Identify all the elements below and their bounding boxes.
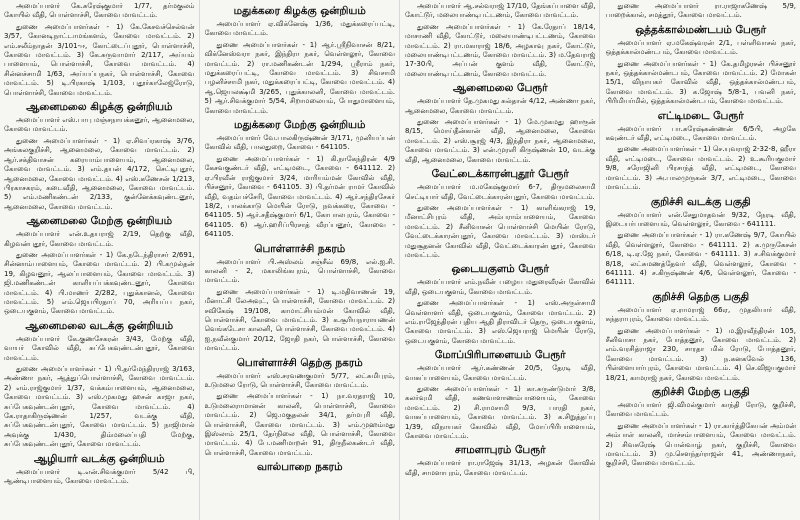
listing-section <box>405 2 596 79</box>
deputy-organizers-paragraph: துணை அமைப்பாளர்கள் - 1) ரா.கணேஷ் 9/7, கோயில் வீதி, வெள்ளலூர், கோவை - 641111. 2) க.முருகேசன் 6/18, டி.ஏ.ஜே நகர், கோவை - 641111. 3) ச.சிவக்குமார் 8/18, லட்சுமணத்தேவர் வீதி, வெள்ளலூர், கோவை - 641111. 4) ச.கிருஷ்ணன் 4/6, வெள்ளலூர், கோவை - 641111. <box>605 231 796 287</box>
deputy-organizers-paragraph: துணை அமைப்பாளர்கள் - 1) கா.சுருண்டுமார் 3/8, கலர்வுமி வீதி, கணவாளாணம்பாளையம், கோவை மாவட்டம். 2) சி.ராமசாமி 9/3, பாரதி நகர், வாசுப்பாளையம், கோவை மாவட்டம். 3) க.சிறுத்தப்பு 1/39, விநாயகர் கோவில் வீதி, மோப்பிரிபாளையம், கோவை மாவட்டம். <box>405 385 596 441</box>
section-heading: குறிச்சி மேற்கு பகுதி <box>651 386 750 398</box>
listing-section <box>205 5 396 116</box>
deputy-organizers-paragraph: துணை அமைப்பாளர்கள் - 1) கே.ரேதாப் 18/14, மாசாணி வீதி, கோட்டூர், மலையாண்டிபட்டணம், கோவை மாவட்டம். 2) ரா.மகாராஜ் 18/6, அழகாவு நகர், கோட்டூர், மலையாண்டிபட்டணம், கோவை மாவட்டம். 3) ம.தேவராஜ் 17-30பி, அப்பன் குளம் வீதி, கோட்டூர், மலையாண்டிபட்டணம், கோவை மாவட்டம். <box>405 22 596 78</box>
section-heading: வேட்டைக்காரன்புதூர் பேரூர் <box>431 168 569 181</box>
listing-section <box>205 243 396 354</box>
organizer-paragraph: அமைப்பாளர் என்.உதயராஜ் 2/19, தெற்கு வீதி, கிழவன்புதூர், கோவை மாவட்டம். <box>4 230 195 248</box>
organizer-paragraph: அமைப்பாளர் பி.அஸ்லம் சஞ்சீவ் 69/8, எல்.ஐ.சி. காலனி - 2, மகாலிங்கபுரம், பொள்ளாச்சி, கோவை மாவட்டம். <box>204 257 395 285</box>
organizer-paragraph: அமைப்பாளர் ஜி.விமல்குமார் காந்தி ரோடு, குறிச்சி, கோவை மாவட்டம். <box>605 401 796 419</box>
section-heading: பொள்ளாச்சி தெற்கு நகரம் <box>236 356 363 369</box>
organizer-paragraph: அமைப்பாளர் கே.சுரேஷ்குமார் 1/77, தர்மகுலம் கோயில் வீதி, பொள்ளாச்சி, கோவை மாவட்டம். <box>4 2 195 20</box>
organizer-paragraph: அமைப்பாளர் ஆர்.கண்ணன் 20/5, தேரடி வீதி, வாசுப்பாளையம், கோவை மாவட்டம். <box>405 364 596 382</box>
deputy-organizers-paragraph: துணை அமைப்பாளர்கள் - 1) டி.மதிவாணன் 19, மீனாட்சி லேஅவுட், பொள்ளாச்சி, கோவை மாவட்டம். 2) சவிகேஷ் 19/108, காமாட்சியம்மன் கோவில் வீதி, பொள்ளாச்சி, கோவை மாவட்டம். 3) க.சூரியநாராயணன் வெங்கடேசா காலனி, பொள்ளாச்சி, கோவை மாவட்டம். 4) ஐ.நவீன்குமார் 20/12, ஜோதி நகர், பொள்ளாச்சி, கோவை மாவட்டம். <box>204 287 395 353</box>
deputy-organizers-paragraph: துணை அமைப்பாளர்கள் - 1) பி.தர்மேந்திரராஜ் 3/163, அண்ணா நகர், ஆத்துப்பொள்ளாச்சி, கோவை மாவட்டம். 2) எம்.ராஜ்குமார் 1/37, வக்கம்பாளையம், ஆனைமலை, கோவை மாவட்டம். 3) எஸ்.முகமது ஹசன் காஜா நகர், சுப்பேகவுண்டன்புதூர், கோவை மாவட்டம். 4) கே.ராதாகிருஷ்ணன் 1/257, வடக்கு வீதி, சுப்பேகவுண்டன்புதூர், கோவை மாவட்டம். 5) நாஜிமால் அவுக்கு 1/430, திம்மலைப்பதி மேற்கு, சுப்பேகவுண்டன்புதூர், கோவை மாவட்டம். <box>4 365 195 449</box>
listing-section <box>4 101 195 212</box>
organizer-paragraph: அமைப்பாளர் கே.குணசேகரன் 3/43, மேற்கு வீதி, வாயர் கோவில் வீதி, சுப்பேகவுண்டன்புதூர், கோவை மாவட்டம். <box>4 334 195 362</box>
listing-section <box>205 461 396 474</box>
listing-section <box>205 119 396 239</box>
listing-section <box>405 349 596 441</box>
listing-section <box>405 444 596 478</box>
section-heading: வால்பாறை நகரம் <box>256 461 343 474</box>
organizer-paragraph: அமைப்பாளர் ஏ.ராமராஜ் 66ஏ, முதலியார் வீதி, சுந்தராபுரம், கோவை மாவட்டம். <box>605 305 796 324</box>
organizer-paragraph: அமைப்பாளர் ம.மகேஷ்குமார் 6-7, திருமலைசாமி செட்டியார் வீதி, வேட்டைக்காரன்புதூர், கோவை மாவட்டம். <box>405 183 596 201</box>
listing-section <box>405 263 596 346</box>
listing-section <box>606 386 797 469</box>
listing-section <box>606 2 797 21</box>
section-heading: மதுக்கரை கிழக்கு ஒன்றியம் <box>233 5 366 17</box>
organizer-paragraph: அமைப்பாளர் ஏ.விக்னேஷ் 1/36, மதுக்கரைப்பட்டி, கோவை மாவட்டம். <box>204 20 395 38</box>
deputy-organizers-paragraph: துணை அமைப்பாளர்கள் - 1) கி.நாகேந்திரன் 4/9 கேசவகுண்டர் வீதி, எட்டிமடை, கோவை - 641112. 2) ஏ.பிரவீன் ராஜ்குமார் 3/24, மாரியம்மன் கோவில் வீதி, பிச்சனூர், கோவை - 641105. 3) பி.தர்மன் ராமர் கோவில் வீதி, வதம்பச்சேரி, கோவை மாவட்டம். 4) ஆர்.சந்திரசேகர் 18/2, பாலக்காடு மெயின் ரோடு, நவக்கரை, கோவை - 641105. 5) ஆர்.சதீஷ்குமார் 6/1, கோபாலபுரம், கோவை - 641105. 6) ஆர்.ஹரிப்பிரசாத் வீரப்பனூர், கோவை - 641105. <box>204 154 395 239</box>
listing-section <box>4 215 195 317</box>
text-column <box>4 2 195 520</box>
section-heading: மோப்பிரிபாளையம் பேரூர் <box>434 349 566 362</box>
section-heading: பொள்ளாச்சி நகரம் <box>254 242 346 255</box>
section-heading: ஒத்தக்கால்மண்டபம் பேரூர் <box>635 23 767 36</box>
organizer-paragraph: அமைப்பாளர் என்.சேதுமாதவன் 9/32, நேரடி வீதி, இடையர்பாளையம், வெள்ளலூர், கோவை - 641111. <box>605 210 796 228</box>
section-heading: எட்டிமடை பேரூர் <box>657 109 744 122</box>
deputy-organizers-paragraph: துணை அமைப்பாளர்கள் - 1) ஆர்.ஸ்ரீநிவாசன் 8/21, விக்னேஸ்வரா நகர், இந்திரா நகர், வெள்ளலூர், கோவை மாவட்டம். 2) ரா.மணிகண்டன் 1/294, ஸ்ரீராம் நகர், மதுக்கரைப்பட்டி, கோவை மாவட்டம். 3) சிவசாமி பழனிச்சாமி நகர், மதுக்கரைப்பட்டி, கோவை மாவட்டம். 4) ஆ.ஜெயலக்ஷ்மி 3/265, புதுக்காலனி, கோவை மாவட்டம். 5) ஆர்.சிவக்குமார் 5/54, சிறாமலையம், போதுமாளையம், கோவை மாவட்டம். <box>204 40 395 115</box>
deputy-organizers-paragraph: துணை அமைப்பாளர்கள் - 1) செ.யுவராஜ் 2-32-8, ஹீரா வீதி, எட்டிமடை, கோவை மாவட்டம். 2) உ.கூரியகுமார் 9/8, சரோஜினி பிரசாந்த் வீதி, எட்டிமடை, கோவை மாவட்டம். 3) அ.பாலமுருகன் 3/7, எட்டிமடை, கோவை மாவட்டம். <box>605 145 796 192</box>
listing-section <box>205 357 396 459</box>
listing-section <box>606 291 797 383</box>
listing-section <box>405 168 596 260</box>
listing-section <box>606 110 797 193</box>
organizer-paragraph: அமைப்பாளர் தே.முகமது சுல்தான் 4/12, அண்ணா நகர், ஆனைமலை, கோவை மாவட்டம். <box>405 97 596 115</box>
column-divider <box>399 0 400 520</box>
organizer-paragraph: அமைப்பாளர் ரா.ராஜேஷ் 31/13, அழகன் கோவில் வீதி, சாமளாபுரம், கோவை மாவட்டம். <box>405 459 596 477</box>
organizer-paragraph: அமைப்பாளர் எஸ்.பாபு மஞ்சநாயக்கனூர், ஆனைமலை, கோவை மாவட்டம். <box>4 116 195 134</box>
text-column <box>405 2 596 520</box>
listing-section <box>4 320 195 450</box>
section-heading: ஆனைமலை கிழக்கு ஒன்றியம் <box>26 101 173 114</box>
deputy-organizers-paragraph: துணை அமைப்பாளர்கள் - 1) ம.இரவீந்திரன் 105, சீனிவாசா நகர், போத்தனூர், கோவை மாவட்டம். 2) எம்.வரசித்ராஜா 230, சாரதா மில் ரோடு, போத்தனூர், கோவை மாவட்டம். 3) ந.கனகவேல் 136, பிள்ளையார்புரம், கோவை மாவட்டம். 4) செ.விஜயகுமார் 18/21, காமராஜ் நகர், கோவை மாவட்டம். <box>605 326 796 382</box>
organizer-paragraph: அமைப்பாளர் பா.சுரேஷ்கண்ணன் 6/5பி, அழகே கவுண்டர் வீதி, எட்டிமடை, கோவை மாவட்டம். <box>605 124 796 143</box>
section-heading: சாமளாபுரம் பேரூர் <box>454 444 546 457</box>
listing-section <box>606 196 797 288</box>
deputy-organizers-paragraph: துணை அமைப்பாளர்கள் - 1) காளிங்கராஜ் 19, மீனாட்சிபுரம் வீதி, அம்பராம்பாளையம், கோவை மாவட்டம். 2) சீனிவாசன் பொள்ளாச்சி மெயின் ரோடு, வேட்டைக்காரன்புதூர், கோவை மாவட்டம். 3) மாஸ்டர் மதுசூதனன் கோவில் வீதி, வேட்டைக்காரன்புதூர், கோவை மாவட்டம். <box>405 203 596 259</box>
deputy-organizers-paragraph: துணை அமைப்பாளர்கள் - 1) நா.வரதராஜ் 10, உடுமலைராமானன் காலனி, பொள்ளாச்சி, கோவை மாவட்டம். 2) ஜெ.மகுதலன் 34/1, தர்மபுரி வீதி, பொள்ளாச்சி, கோவை மாவட்டம். 3) எம்.முஹம்மது இஸ்லாம் 25/1, தேர்நிலை வீதி, பொள்ளாச்சி, கோவை மாவட்டம். 4) பே.மணிமாறன் 91, திருநீலகண்டர் வீதி, பொள்ளாச்சி, கோவை மாவட்டம். <box>204 392 395 457</box>
organizer-paragraph: அமைப்பாளர் டி.என்.சிவக்குமார் 5/42 பி, ஆண்டிபாளையம், கோவை மாவட்டம். <box>4 467 195 486</box>
organizer-paragraph: அமைப்பாளர் ஏ.மகேஷ்வரன் 2/1, பள்ளிவாசல் நகர், ஒத்தக்கால்மண்டபம், கோவை மாவட்டம். <box>605 38 796 57</box>
deputy-organizers-paragraph: துணை அமைப்பாளர்கள் - 1) மே.முகமது ஹாரூன் 8/15, மொய்தீன்கான் வீதி, ஆனைமலை, கோவை மாவட்டம். 2) எஸ்.சூரஜ் 4/3, இந்திரா நகர், ஆனைமலை, கோவை மாவட்டம். 3) என்.முரளி கிருஷ்ணன் 10, வடக்கு வீதி, ஆனைமலை, கோவை மாவட்டம். <box>405 118 596 164</box>
text-column <box>606 2 797 520</box>
deputy-organizers-paragraph: துணை அமைப்பாளர்கள் - 1) கே.தமிழரசன் பிச்சனூர் நகர், ஒத்தக்கால்மண்டபம், கோவை மாவட்டம். 2) மோகன் 15/1, விநாயகர் கோவில் வீதி, ஒத்தக்கால்மண்டபம், கோவை மாவட்டம். 3) க.ஜோஷ் 5/8-1, பவனி நகர், பிரிமியர்மில், ஒத்தக்கால்மண்டபம், கோவை மாவட்டம். <box>605 59 796 106</box>
organizer-paragraph: அமைப்பாளர் வே.பாலகிருஷ்ணன் 3/171, முனியப்பன் கோவில் வீதி, பாலதுறை, கோவை - 641105. <box>204 134 395 152</box>
section-heading: ஆனைமலை வடக்கு ஒன்றியம் <box>25 319 174 332</box>
text-column <box>205 2 396 520</box>
listing-section <box>606 24 797 107</box>
section-heading: குறிச்சி தெற்கு பகுதி <box>652 290 750 303</box>
column-divider <box>199 0 200 520</box>
organizer-paragraph: துணை அமைப்பாளர் ரா.ராஜாகணேஷ் 5/9, பாறைக்கால், சமத்தூர், கோவை மாவட்டம். <box>605 2 796 20</box>
organizer-paragraph: அமைப்பாளர் ஆ.சல்வராஜ் 17/10, தேங்கப்பாளை வீதி, கோட்டூர், மலையாண்டிபட்டணம், கோவை மாவட்டம். <box>405 2 596 20</box>
organizer-paragraph: அமைப்பாளர் எம்.நவீன் பழைய மதுரைவீரன் கோவில் வீதி, ஒடையகுளம், கோவை மாவட்டம். <box>405 278 596 296</box>
section-heading: ஒடையகுளம் பேரூர் <box>451 263 550 276</box>
deputy-organizers-paragraph: துணை அமைப்பாளர்கள் - 1) ரா.கார்த்திகேயன் அம்மன் அம்பாள் காலனி, மாச்சம்பாளையம், கோவை மாவட்டம். 2) சிவசுரேஷ் பொன்வாழ் நகர், குறிச்சி, கோவை மாவட்டம். 3) மு.சௌந்தர்ராஜன் 41, அண்ணாநகர், குறிச்சி, கோவை மாவட்டம். <box>605 421 796 468</box>
listing-section <box>4 453 195 487</box>
deputy-organizers-paragraph: துணை அமைப்பாளர்கள் - 1) கே.நடேந்திராசர் 2/691, சின்னாம்பாளையம், கோவை மாவட்டம். 2) பி.கமுல்தன் 19, கிழவனூர், ஆலப்பாளையம், கோவை மாவட்டம். 3) ஜி.மணிகண்டன் காளியப்பக்கவுண்டனூர், கோவை மாவட்டம். 4) பி.மாணர் 2/282, புதுக்கானல், கோவை மாவட்டம். 5) எம்.ஜெயபிரதாப் 70, அரியப்ப நகர், ஒடையகுளம், கோவை மாவட்டம். <box>4 250 195 316</box>
organizer-paragraph: அமைப்பாளர் எஸ்.சரவணகுமார் 5/77, லட்சுமிபுரம், உடுமலை ரோடு, பொள்ளாச்சி, கோவை மாவட்டம். <box>204 371 395 389</box>
section-heading: ஆனைமலை மேற்கு ஒன்றியம் <box>26 215 173 228</box>
deputy-organizers-paragraph: துணை அமைப்பாளர்கள் - 1) எஸ்.அருள்சாமி வெள்ளாளர் வீதி, ஒடையகுளம், கோவை மாவட்டம். 2) எம்.ராஜேந்திரன் புதிய ஆதி திராவிடர் தெரு, ஒடையகுளம், கோவை மாவட்டம். 3) எஸ்.ஜெயராஜ் மெயின் ரோடு, ஒடையகுளம், கோவை மாவட்டம். <box>405 299 596 345</box>
deputy-organizers-paragraph: துணை அமைப்பாளர்கள் - 1) ஏ.சிவப்ரகாஷ் 3/76, அங்கலகுறிச்சி, ஆனைமலை, கோவை மாவட்டம். 2) ஆர்.சக்திவாசன் கரையாம்பாளையம், ஆனைமலை, கோவை மாவட்டம். 3) எம்.தயன் 4/172, செட்டிபுதூர், ஆனைமலை, கோவை மாவட்டம். 4) எஸ்.கணேசன் 1/213, பிரகாசகரம், கடைவீதி, ஆனைமலை, கோவை மாவட்டம். 5) எம்.மணிகண்டன் 2/133, குன்னேக்கவுண்டனூர், ஆனைமலை, கோவை மாவட்டம். <box>4 136 195 211</box>
section-heading: ஆனைமலை பேரூர் <box>452 82 548 95</box>
deputy-organizers-paragraph: துணை அமைப்பாளர்கள் - 1) கே.கேசவச்செல்வன் 3/57, கோனடிநாட்டாமங்களம், கோவை மாவட்டம். 2) எம்.சலீம்நாதன் 3/101-ஈ, கோட்டைப்புதூர், பொள்ளாச்சி, கோவை மாவட்டம். 3) கே.சுருவாமார் 2/117, அய்யம் பாளையம், பொள்ளாச்சி, கோவை மாவட்டம். 4) சின்னச்சாமி 1/63, அய்யப்பநகர், பொள்ளாச்சி, கோவை மாவட்டம். 5) டி.பிரகாஷ் 1/103, புதூர்காலேஜ்ரோடு, பொள்ளாச்சி, கோவை மாவட்டம். <box>4 22 195 97</box>
listing-section <box>4 2 195 98</box>
column-divider <box>599 0 600 520</box>
section-heading: ஆழியார் வடக்கு ஒன்றியம் <box>33 452 165 465</box>
section-heading: மதுக்கரை மேற்கு ஒன்றியம் <box>234 119 366 132</box>
section-heading: குறிச்சி வடக்கு பகுதி <box>650 195 751 208</box>
listing-section <box>405 82 596 165</box>
